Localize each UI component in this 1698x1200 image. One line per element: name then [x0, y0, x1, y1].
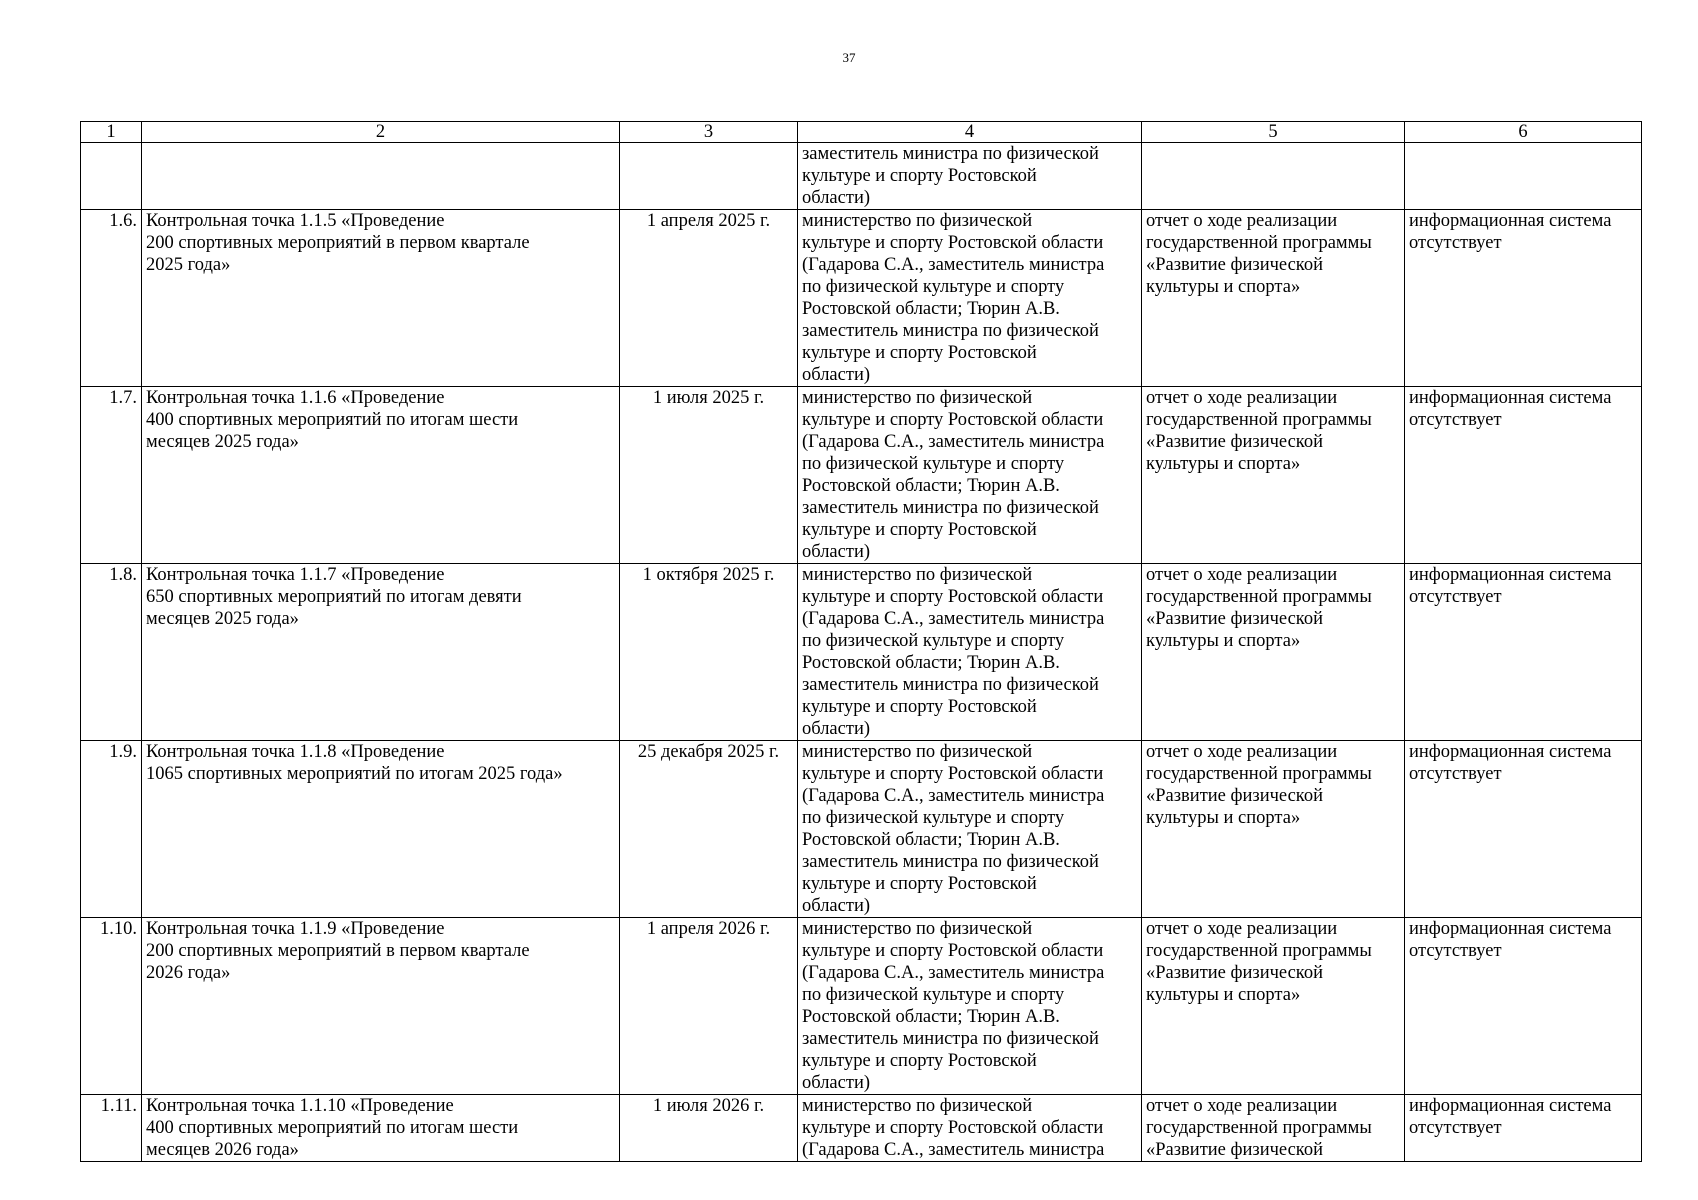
text-line: (Гадарова С.А., заместитель министра [802, 432, 1105, 452]
cell-responsible [798, 210, 1142, 387]
text-line: области) [802, 1073, 871, 1093]
text-line: культуре и спорту Ростовской области [802, 587, 1104, 607]
table-row [81, 741, 1642, 918]
column-number: 1 [81, 122, 142, 143]
text-line: Контрольная точка 1.1.7 «Проведение [146, 565, 445, 585]
cell-responsible [798, 564, 1142, 741]
text-line: культуре и спорту Ростовской [802, 874, 1037, 894]
text-line: (Гадарова С.А., заместитель министра [802, 963, 1105, 983]
text-line: культуре и спорту Ростовской области [802, 941, 1104, 961]
page-number: 37 [842, 50, 856, 65]
cell-system [1405, 1095, 1642, 1162]
text-line: отсутствует [1409, 410, 1502, 430]
text-line: Контрольная точка 1.1.9 «Проведение [146, 919, 445, 939]
text-line: заместитель министра по физической [802, 144, 1099, 164]
text-line: (Гадарова С.А., заместитель министра [802, 1140, 1105, 1160]
text-line: (Гадарова С.А., заместитель министра [802, 786, 1105, 806]
cell-document [1142, 1095, 1405, 1162]
text-line: отсутствует [1409, 233, 1502, 253]
cell-document [1142, 564, 1405, 741]
text-line: «Развитие физической [1146, 786, 1323, 806]
cell-title [142, 143, 620, 210]
cell-date: 1 июля 2025 г. [620, 387, 798, 564]
text-line: отчет о ходе реализации [1146, 742, 1338, 762]
text-line: Ростовской области; Тюрин А.В. [802, 476, 1060, 496]
cell-title [142, 918, 620, 1095]
text-line: отсутствует [1409, 1118, 1502, 1138]
table-row [81, 387, 1642, 564]
cell-system [1405, 918, 1642, 1095]
text-line: области) [802, 719, 871, 739]
text-line: министерство по физической [802, 211, 1033, 231]
text-line: по физической культуре и спорту [802, 631, 1065, 651]
text-line: Ростовской области; Тюрин А.В. [802, 830, 1060, 850]
cell-title [142, 210, 620, 387]
table-row [81, 1095, 1642, 1162]
cell-num [81, 143, 142, 210]
text-line: заместитель министра по физической [802, 498, 1099, 518]
cell-responsible [798, 387, 1142, 564]
text-line: культуре и спорту Ростовской области [802, 1118, 1104, 1138]
text-line: культуры и спорта» [1146, 277, 1301, 297]
text-line: информационная система [1409, 388, 1612, 408]
column-number-row [81, 122, 1642, 143]
cell-title [142, 741, 620, 918]
text-line: культуры и спорта» [1146, 985, 1301, 1005]
text-line: министерство по физической [802, 1096, 1033, 1116]
cell-num: 1.11. [81, 1095, 142, 1162]
text-line: министерство по физической [802, 742, 1033, 762]
cell-num: 1.7. [81, 387, 142, 564]
text-line: информационная система [1409, 742, 1612, 762]
text-line: государственной программы [1146, 1118, 1372, 1138]
text-line: государственной программы [1146, 233, 1372, 253]
text-line: отчет о ходе реализации [1146, 1096, 1338, 1116]
text-line: 200 спортивных мероприятий в первом квартале [146, 233, 530, 253]
text-line: 650 спортивных мероприятий по итогам девяти [146, 587, 522, 607]
text-line: Контрольная точка 1.1.10 «Проведение [146, 1096, 454, 1116]
text-line: информационная система [1409, 565, 1612, 585]
text-line: отсутствует [1409, 587, 1502, 607]
table-body [81, 143, 1642, 1162]
text-line: 200 спортивных мероприятий в первом квартале [146, 941, 530, 961]
text-line: культуры и спорта» [1146, 454, 1301, 474]
text-line: заместитель министра по физической [802, 1029, 1099, 1049]
cell-system [1405, 741, 1642, 918]
text-line: культуре и спорту Ростовской области [802, 410, 1104, 430]
cell-responsible [798, 918, 1142, 1095]
control-points-table [80, 121, 1642, 1162]
text-line: области) [802, 896, 871, 916]
text-line: «Развитие физической [1146, 609, 1323, 629]
text-line: (Гадарова С.А., заместитель министра [802, 609, 1105, 629]
table-row [81, 210, 1642, 387]
text-line: Контрольная точка 1.1.8 «Проведение [146, 742, 445, 762]
text-line: государственной программы [1146, 764, 1372, 784]
text-line: культуре и спорту Ростовской [802, 697, 1037, 717]
cell-document [1142, 143, 1405, 210]
text-line: информационная система [1409, 919, 1612, 939]
cell-document [1142, 210, 1405, 387]
cell-date: 1 апреля 2025 г. [620, 210, 798, 387]
text-line: месяцев 2025 года» [146, 609, 299, 629]
text-line: месяцев 2026 года» [146, 1140, 299, 1160]
cell-date: 1 апреля 2026 г. [620, 918, 798, 1095]
column-number: 5 [1142, 122, 1405, 143]
text-line: культуры и спорта» [1146, 808, 1301, 828]
text-line: отчет о ходе реализации [1146, 919, 1338, 939]
table-row [81, 564, 1642, 741]
cell-title [142, 387, 620, 564]
text-line: 400 спортивных мероприятий по итогам шести [146, 410, 519, 430]
text-line: информационная система [1409, 211, 1612, 231]
cell-date: 1 июля 2026 г. [620, 1095, 798, 1162]
text-line: месяцев 2025 года» [146, 432, 299, 452]
text-line: культуре и спорту Ростовской области [802, 233, 1104, 253]
cell-date: 1 октября 2025 г. [620, 564, 798, 741]
text-line: отсутствует [1409, 941, 1502, 961]
cell-num: 1.10. [81, 918, 142, 1095]
text-line: по физической культуре и спорту [802, 985, 1065, 1005]
text-line: Контрольная точка 1.1.5 «Проведение [146, 211, 445, 231]
text-line: Ростовской области; Тюрин А.В. [802, 653, 1060, 673]
text-line: Ростовской области; Тюрин А.В. [802, 1007, 1060, 1027]
text-line: по физической культуре и спорту [802, 454, 1065, 474]
text-line: 2026 года» [146, 963, 231, 983]
text-line: культуры и спорта» [1146, 631, 1301, 651]
cell-date: 25 декабря 2025 г. [620, 741, 798, 918]
table-row [81, 918, 1642, 1095]
cell-document [1142, 918, 1405, 1095]
cell-system [1405, 143, 1642, 210]
text-line: 2025 года» [146, 255, 231, 275]
text-line: по физической культуре и спорту [802, 808, 1065, 828]
text-line: области) [802, 542, 871, 562]
cell-system [1405, 387, 1642, 564]
text-line: заместитель министра по физической [802, 321, 1099, 341]
text-line: «Развитие физической [1146, 432, 1323, 452]
text-line: государственной программы [1146, 587, 1372, 607]
text-line: культуре и спорту Ростовской области [802, 764, 1104, 784]
text-line: министерство по физической [802, 388, 1033, 408]
text-line: отчет о ходе реализации [1146, 211, 1338, 231]
text-line: отчет о ходе реализации [1146, 565, 1338, 585]
text-line: «Развитие физической [1146, 963, 1323, 983]
cell-num: 1.8. [81, 564, 142, 741]
cell-num: 1.6. [81, 210, 142, 387]
cell-num: 1.9. [81, 741, 142, 918]
cell-title [142, 1095, 620, 1162]
cell-title [142, 564, 620, 741]
text-line: «Развитие физической [1146, 1140, 1323, 1160]
text-line: культуре и спорту Ростовской [802, 1051, 1037, 1071]
text-line: 400 спортивных мероприятий по итогам шести [146, 1118, 519, 1138]
text-line: государственной программы [1146, 941, 1372, 961]
text-line: 1065 спортивных мероприятий по итогам 2025 года» [146, 764, 563, 784]
text-line: министерство по физической [802, 919, 1033, 939]
text-line: информационная система [1409, 1096, 1612, 1116]
text-line: отчет о ходе реализации [1146, 388, 1338, 408]
text-line: «Развитие физической [1146, 255, 1323, 275]
text-line: государственной программы [1146, 410, 1372, 430]
text-line: культуре и спорту Ростовской [802, 520, 1037, 540]
column-number: 2 [142, 122, 620, 143]
cell-date [620, 143, 798, 210]
text-line: заместитель министра по физической [802, 852, 1099, 872]
column-number: 3 [620, 122, 798, 143]
column-number: 6 [1405, 122, 1642, 143]
text-line: Ростовской области; Тюрин А.В. [802, 299, 1060, 319]
cell-document [1142, 741, 1405, 918]
text-line: области) [802, 365, 871, 385]
cell-system [1405, 210, 1642, 387]
cell-responsible [798, 143, 1142, 210]
text-line: заместитель министра по физической [802, 675, 1099, 695]
cell-responsible [798, 741, 1142, 918]
cell-responsible [798, 1095, 1142, 1162]
text-line: по физической культуре и спорту [802, 277, 1065, 297]
text-line: культуре и спорту Ростовской [802, 343, 1037, 363]
text-line: области) [802, 188, 871, 208]
cell-system [1405, 564, 1642, 741]
column-number: 4 [798, 122, 1142, 143]
text-line: Контрольная точка 1.1.6 «Проведение [146, 388, 445, 408]
text-line: культуре и спорту Ростовской [802, 166, 1037, 186]
text-line: (Гадарова С.А., заместитель министра [802, 255, 1105, 275]
text-line: отсутствует [1409, 764, 1502, 784]
continuation-row [81, 143, 1642, 210]
text-line: министерство по физической [802, 565, 1033, 585]
cell-document [1142, 387, 1405, 564]
